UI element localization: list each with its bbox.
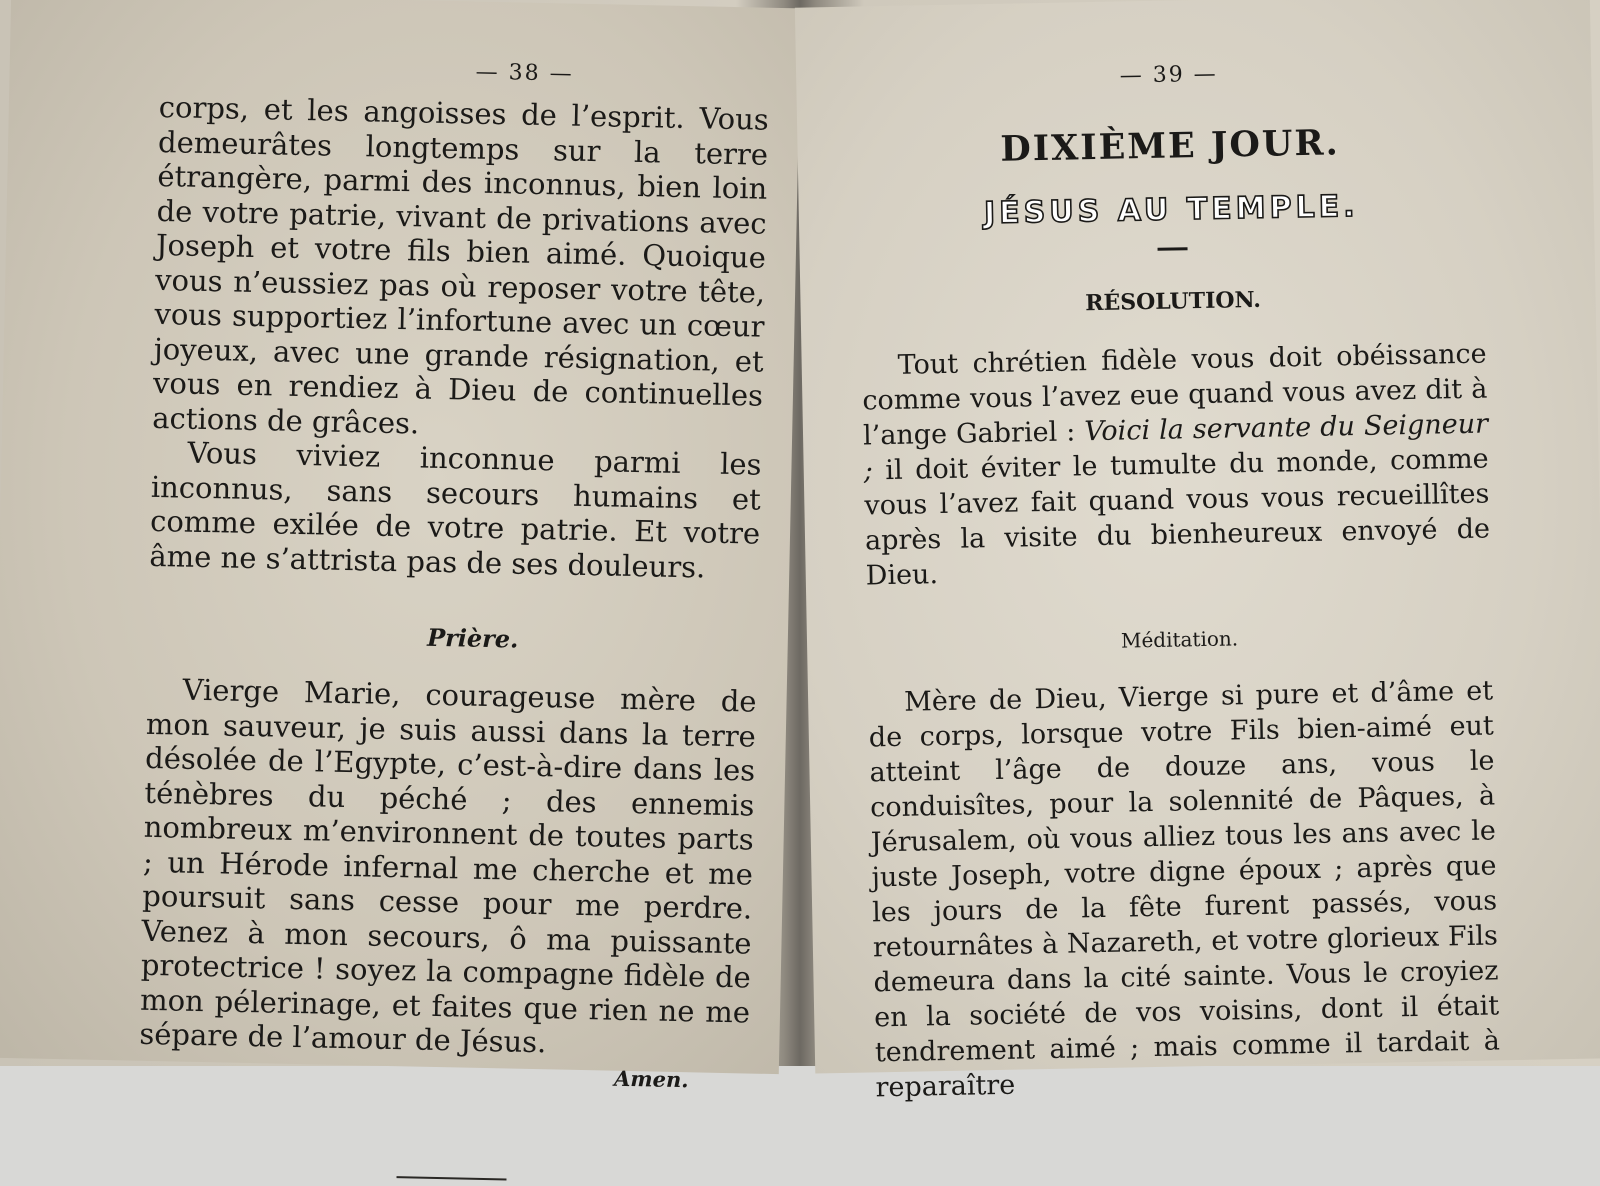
left-paragraph-1: corps, et les angoisses de l’esprit. Vous demeurâtes longtemps sur la terre étrangère, parmi des inconnus, bien loin de votre patrie, vivant de privations avec Joseph et votre fils bien aimé. Quoique vous n’eussiez pas où reposer votre tête, vous supportiez l’infortune avec un cœur joyeux, avec une grande résignation, et vous en rendiez à Dieu de continuelles actions de grâces. [152, 89, 770, 440]
meditation-text: Mère de Dieu, Vierge si pure et d’âme et de corps, lorsque votre Fils bien-aimé eut atteint l’âge de douze ans, vous le conduisîtes, pour la solennité de Pâques, à Jérusalem, où vous alliez tous les ans avec le juste Joseph, votre digne époux ; après que les jours de la fête furent passés, vous retournâtes à Nazareth, et votre glorieux Fils demeura dans la cité sainte. Vous le croyiez en la société de vos voisins, dont il était tendrement aimé ; mais comme il tardait à reparaître [868, 675, 1501, 1104]
resolution-quote: Voici la servante du Seigneur ; [863, 408, 1489, 487]
left-page [0, 0, 801, 1092]
subject-title: JÉSUS AU TEMPLE. [983, 188, 1359, 232]
resolution-title: RÉSOLUTION. [1084, 286, 1262, 317]
resolution-text [861, 337, 1491, 594]
meditation-title: Méditation. [1120, 626, 1239, 653]
page-number-left: — 38 — [475, 59, 574, 87]
amen-label: Amen. [613, 1065, 689, 1092]
closing-rule [396, 1176, 506, 1180]
prayer-title: Prière. [426, 622, 519, 654]
prayer-text: Vierge Marie, courageuse mère de mon sauveur, je suis aussi dans la terre désolée de l’Egypte, c’est-à-dire dans les ténèbres du péché ; des ennemis nombreux m’environnent de toutes parts ; un Hérode infernal me cherche et me poursuit sans cesse pour me perdre. Venez à mon secours, ô ma puissante protectrice ! soyez la compagne fidèle de mon pélerinage, et faites que rien ne me sépare de l’amour de Jésus. [139, 672, 757, 1060]
title-divider [1157, 247, 1187, 251]
page-number-right: — 39 — [1119, 61, 1218, 89]
left-paragraph-2: Vous viviez inconnue parmi les inconnus, sans secours humains et comme exilée de votre patrie. Et votre âme ne s’attrista pas de ses douleurs. [149, 435, 762, 585]
right-page [795, 0, 1600, 1104]
resolution-text-end: il doit éviter le tumulte du monde, comme vous l’avez fait quand vous vous recueillîtes après la visite du bienheureux envoyé de Dieu. [864, 443, 1491, 592]
chapter-title: DIXIÈME JOUR. [1000, 122, 1341, 170]
resolution-text-start: Tout chrétien fidèle vous doit obéissance comme vous l’avez eue quand vous avez dit à l’ange Gabriel : [862, 338, 1488, 452]
